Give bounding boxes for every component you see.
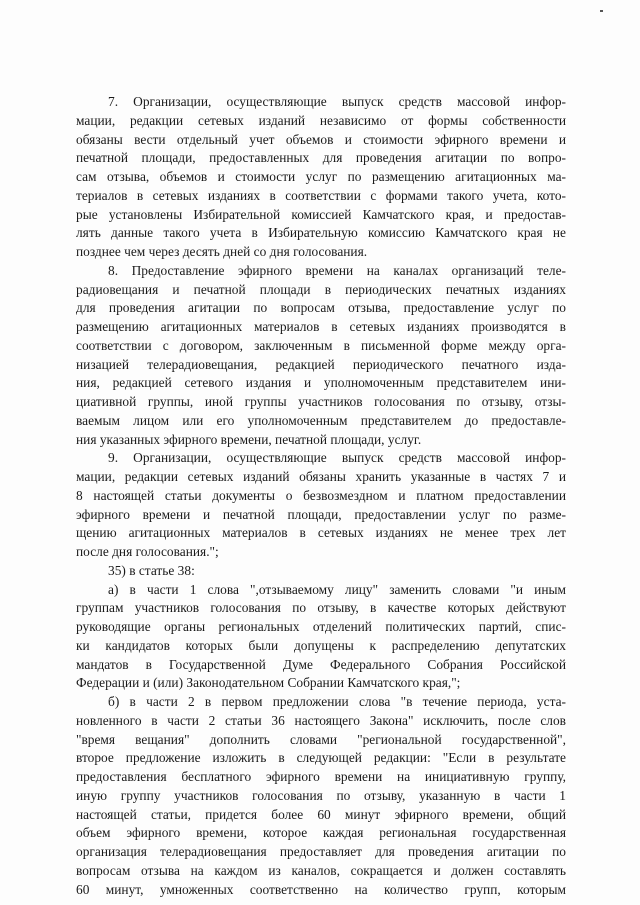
text-line: объем эфирного времени, которое каждая региональная государственная [76,825,566,841]
text-line: печатной площади, предоставленных для проведения агитации по вопро- [76,150,566,166]
text-line: низацией телерадиовещания, редакцией периодического печатного изда- [76,356,566,372]
paragraph-35 [76,562,566,581]
text-line: обязаны вести отдельный учет объемов и стоимости эфирного времени и [76,131,566,147]
text-line: предоставления бесплатного эфирного времени на инициативную группу, [76,769,566,784]
text-line: группам участников голосования по отзыву, в качестве которых действуют [76,600,566,616]
text-line: мандатов в Государственной Думе Федерального Собрания Российской [76,656,566,672]
text-line: ния указанных эфирного времени, печатной площади, услуг. [76,431,422,447]
text-line: 7. Организации, осуществляющие выпуск средств массовой инфор- [108,94,566,109]
text-line: сам отзыва, объемов и стоимости услуг по размещению агитационных ма- [76,169,566,184]
text-line: второе предложение изложить в следующей редакции: "Если в результате [76,750,566,766]
text-line: рые установлены Избирательной комиссией Камчатского края, и предостав- [76,206,566,222]
text-line: ваемым лицом или его уполномоченным представителем до предоставле- [76,412,566,428]
text-line: соответствии с договором, заключенным в письменной форме между орга- [76,337,566,353]
text-line: руководящие органы региональных отделений политических партий, спис- [76,619,566,634]
text-line: эфирного времени и печатной площади, предоставлении услуг по разме- [76,506,566,522]
text-line: ния, редакцией сетевого издания и уполномоченным представителем ини- [76,375,566,391]
text-line: позднее чем через десять дней со дня голосования. [76,244,368,259]
paragraph-a [76,581,566,694]
text-line: мации, редакции сетевых изданий обязаны хранить указанные в частях 7 и [76,469,566,484]
paragraph-9 [76,449,566,562]
text-line: Федерации и (или) Законодательном Собрании Камчатского края,"; [76,675,461,691]
scan-mark [600,10,603,12]
text-line: размещению агитационных материалов в сетевых изданиях производятся в [76,319,566,334]
text-line: для проведения агитации по вопросам отзыва, предоставление услуг по [76,300,566,316]
text-line: настоящей статьи, придется более 60 минут эфирного времени, общий [76,806,566,822]
text-line: иную группу участников голосования по отзыву, указанную в части 1 [76,787,566,803]
text-line: новленного в части 2 статьи 36 настоящего Закона" исключить, после слов [76,712,566,728]
text-line: а) в части 1 слова ",отзываемому лицу" заменить словами "и иным [108,581,566,597]
text-line: 60 минут, умноженных соответственно на количество групп, которым [76,881,566,897]
text-line: б) в части 2 в первом предложении слова "в течение периода, уста- [108,694,566,709]
text-line: щению агитационных материалов в сетевых изданиях не менее трех лет [76,525,566,541]
text-line: лять данные такого учета в Избирательную комиссию Камчатского края не [76,225,566,241]
text-line: вопросам отзыва на каждом из каналов, сокращается и должен составлять [76,862,566,878]
text-line: мации, редакции сетевых изданий независимо от формы собственности [76,112,566,128]
text-line: 8. Предоставление эфирного времени на каналах организаций теле- [108,262,566,278]
paragraph-8 [76,262,566,450]
document-body [76,93,566,899]
paragraph-b [76,693,566,899]
text-line: 8 настоящей статьи документы о безвозмездном и платном предоставлении [76,487,566,503]
text-line: ки кандидатов которых были допущены к распределению депутатских [76,637,566,653]
text-line: после дня голосования."; [76,544,219,559]
text-line: циативной группы, иной группы участников голосования по отзыву, отзы- [76,394,566,409]
text-line: "время вещания" дополнить словами "региональной государственной", [76,731,566,747]
text-line: радиовещания и печатной площади в периодических печатных изданиях [76,281,566,297]
text-line: 9. Организации, осуществляющие выпуск средств массовой инфор- [108,450,566,466]
text-line: организация телерадиовещания предоставляет для проведения агитации по [76,844,566,859]
text-line: териалов в сетевых изданиях в соответствии с формами такого учета, кото- [76,187,566,203]
text-line: 35) в статье 38: [108,562,195,578]
paragraph-7 [76,93,566,262]
